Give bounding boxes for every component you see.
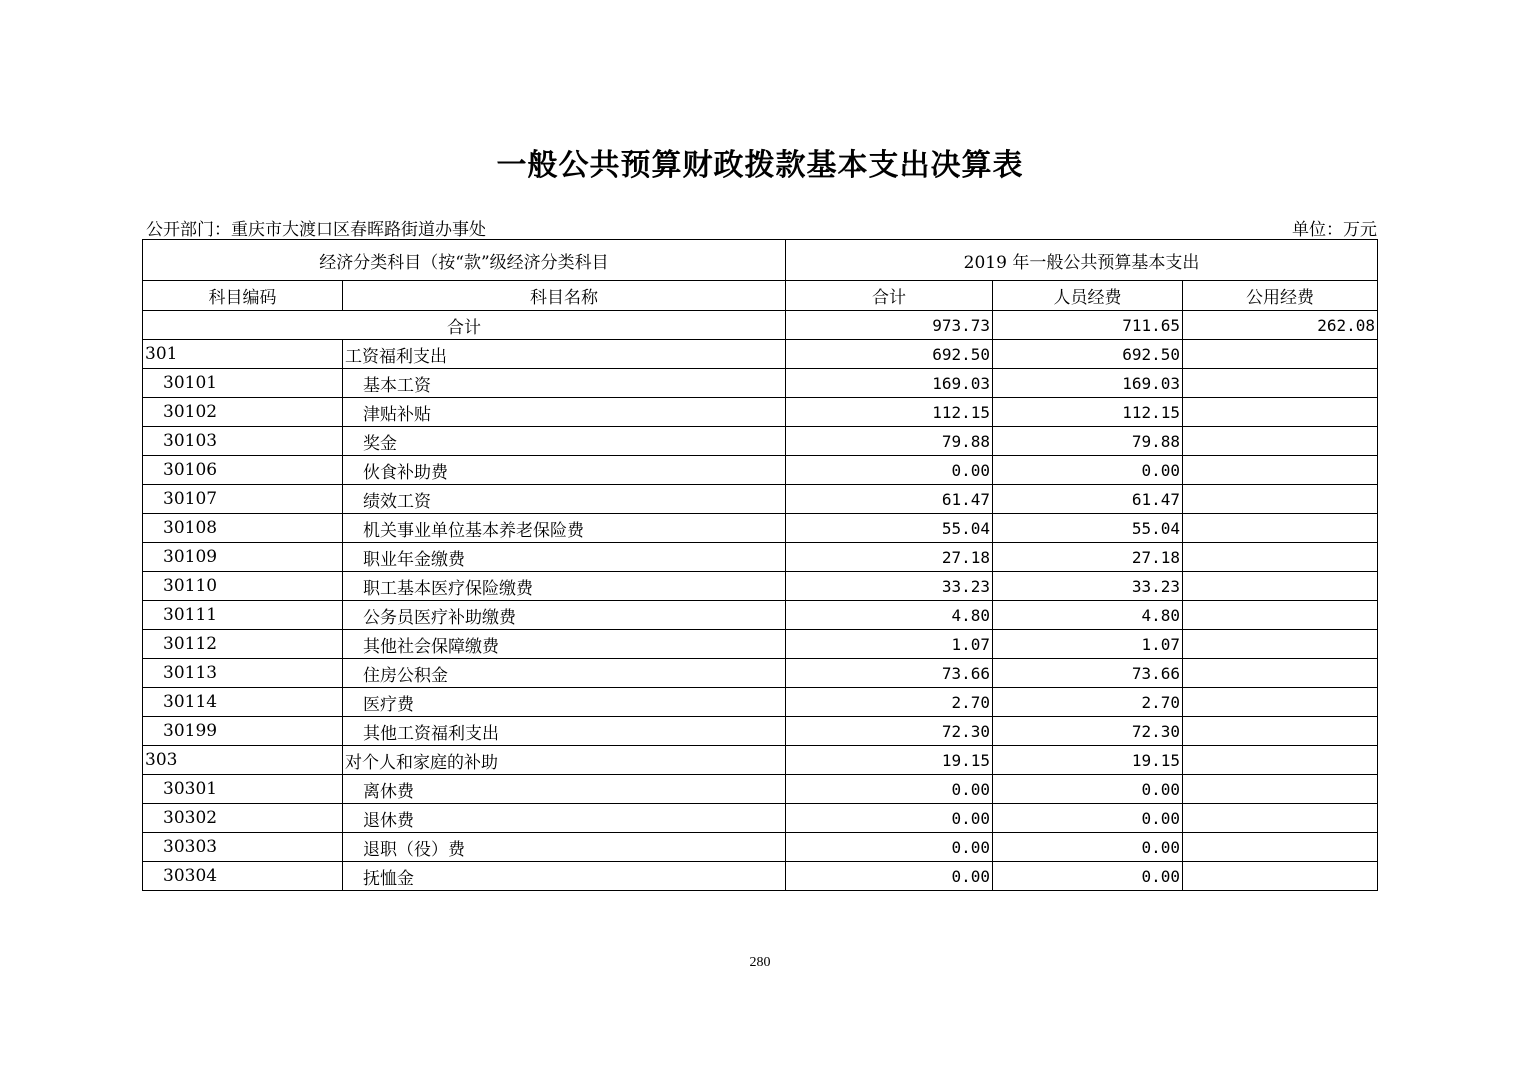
row-total: 2.70 [786,688,993,717]
row-personnel: 0.00 [993,833,1183,862]
row-total: 169.03 [786,369,993,398]
table-row [143,398,1378,427]
total-personnel: 711.65 [993,311,1183,340]
row-total: 0.00 [786,456,993,485]
row-total: 61.47 [786,485,993,514]
row-code: 30112 [143,630,343,659]
row-name: 职业年金缴费 [343,543,786,572]
row-personnel: 19.15 [993,746,1183,775]
row-personnel: 692.50 [993,340,1183,369]
table-row [143,862,1378,891]
row-public [1183,485,1378,514]
row-code: 30101 [143,369,343,398]
header-name: 科目名称 [343,281,786,311]
table-row [143,369,1378,398]
row-total: 0.00 [786,862,993,891]
header-public: 公用经费 [1183,281,1378,311]
row-personnel: 4.80 [993,601,1183,630]
row-name: 津贴补贴 [343,398,786,427]
row-public [1183,717,1378,746]
table-row [143,717,1378,746]
total-total: 973.73 [786,311,993,340]
row-public [1183,804,1378,833]
row-code: 30103 [143,427,343,456]
row-public [1183,746,1378,775]
row-public [1183,775,1378,804]
row-name: 工资福利支出 [343,340,786,369]
row-personnel: 112.15 [993,398,1183,427]
total-row [143,311,1378,340]
row-code: 30304 [143,862,343,891]
row-code: 30109 [143,543,343,572]
row-public [1183,688,1378,717]
row-code: 30199 [143,717,343,746]
row-personnel: 27.18 [993,543,1183,572]
row-code: 30114 [143,688,343,717]
row-public [1183,398,1378,427]
unit-label: 单位：万元 [1292,220,1377,240]
row-total: 4.80 [786,601,993,630]
row-total: 27.18 [786,543,993,572]
row-public [1183,543,1378,572]
header-total: 合计 [786,281,993,311]
row-public [1183,369,1378,398]
page-title: 一般公共预算财政拨款基本支出决算表 [496,148,1024,183]
row-total: 19.15 [786,746,993,775]
row-name: 绩效工资 [343,485,786,514]
header-column-row [143,281,1378,311]
row-name: 基本工资 [343,369,786,398]
row-code: 30301 [143,775,343,804]
row-name: 职工基本医疗保险缴费 [343,572,786,601]
header-group-left: 经济分类科目（按“款”级经济分类科目 [143,240,786,281]
row-code: 30110 [143,572,343,601]
row-code: 30106 [143,456,343,485]
budget-table [142,239,1378,891]
table-row [143,340,1378,369]
row-total: 72.30 [786,717,993,746]
row-personnel: 1.07 [993,630,1183,659]
header-group-right: 2019 年一般公共预算基本支出 [786,240,1378,281]
row-personnel: 79.88 [993,427,1183,456]
table-row [143,804,1378,833]
row-code: 30107 [143,485,343,514]
table-row [143,630,1378,659]
total-public: 262.08 [1183,311,1378,340]
row-code: 30102 [143,398,343,427]
row-public [1183,862,1378,891]
row-total: 55.04 [786,514,993,543]
row-name: 奖金 [343,427,786,456]
row-total: 79.88 [786,427,993,456]
row-name: 其他工资福利支出 [343,717,786,746]
row-personnel: 0.00 [993,804,1183,833]
table-row [143,514,1378,543]
row-public [1183,833,1378,862]
row-personnel: 0.00 [993,862,1183,891]
row-total: 0.00 [786,833,993,862]
row-code: 30303 [143,833,343,862]
row-name: 伙食补助费 [343,456,786,485]
page-number: 280 [749,955,771,970]
table-row [143,659,1378,688]
row-name: 公务员医疗补助缴费 [343,601,786,630]
row-name: 离休费 [343,775,786,804]
table-row [143,688,1378,717]
row-code: 301 [143,340,343,369]
row-personnel: 61.47 [993,485,1183,514]
table-row [143,456,1378,485]
row-name: 医疗费 [343,688,786,717]
row-code: 30302 [143,804,343,833]
row-public [1183,601,1378,630]
table-row [143,543,1378,572]
row-name: 退职（役）费 [343,833,786,862]
row-code: 30111 [143,601,343,630]
row-total: 692.50 [786,340,993,369]
row-code: 30113 [143,659,343,688]
row-total: 1.07 [786,630,993,659]
row-code: 30108 [143,514,343,543]
row-name: 抚恤金 [343,862,786,891]
table-row [143,775,1378,804]
row-name: 退休费 [343,804,786,833]
row-total: 0.00 [786,775,993,804]
row-public [1183,456,1378,485]
row-personnel: 55.04 [993,514,1183,543]
row-total: 0.00 [786,804,993,833]
header-code: 科目编码 [143,281,343,311]
table-row [143,572,1378,601]
row-public [1183,340,1378,369]
table-row [143,485,1378,514]
department-label: 公开部门：重庆市大渡口区春晖路街道办事处 [146,220,486,240]
row-name: 机关事业单位基本养老保险费 [343,514,786,543]
row-name: 住房公积金 [343,659,786,688]
row-personnel: 33.23 [993,572,1183,601]
row-public [1183,659,1378,688]
row-public [1183,630,1378,659]
row-total: 112.15 [786,398,993,427]
row-personnel: 169.03 [993,369,1183,398]
row-name: 其他社会保障缴费 [343,630,786,659]
row-personnel: 73.66 [993,659,1183,688]
row-name: 对个人和家庭的补助 [343,746,786,775]
row-total: 33.23 [786,572,993,601]
header-personnel: 人员经费 [993,281,1183,311]
table-row [143,601,1378,630]
row-public [1183,572,1378,601]
table-row [143,427,1378,456]
row-personnel: 72.30 [993,717,1183,746]
table-row [143,833,1378,862]
row-public [1183,427,1378,456]
row-personnel: 2.70 [993,688,1183,717]
row-total: 73.66 [786,659,993,688]
table-row [143,746,1378,775]
header-group-row [143,240,1378,281]
row-public [1183,514,1378,543]
row-personnel: 0.00 [993,775,1183,804]
total-label: 合计 [143,311,786,340]
row-personnel: 0.00 [993,456,1183,485]
row-code: 303 [143,746,343,775]
